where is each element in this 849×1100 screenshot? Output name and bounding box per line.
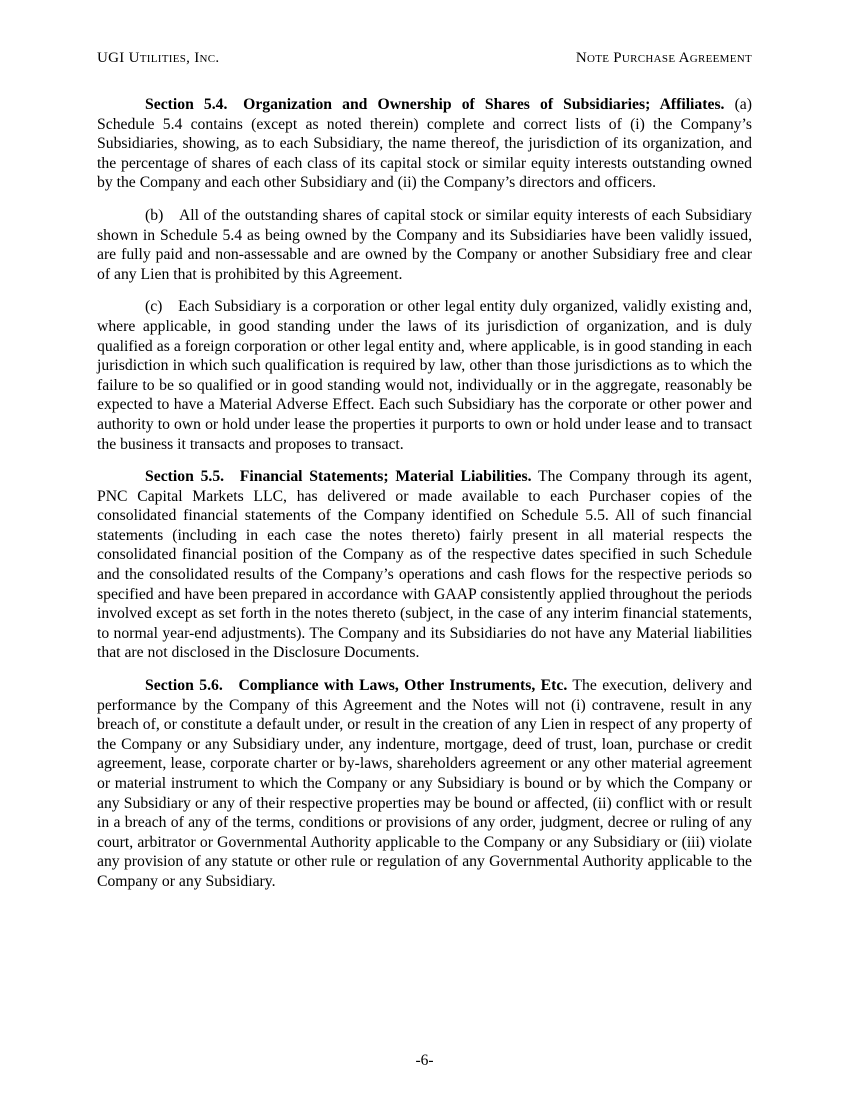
section-5-6-text: The execution, delivery and performance by the Company of this Agreement and the Notes will not (i) contravene, result in any breach of, or constitute a default under, or result in the creation of any Lien in respect of any property of the Company or any Subsidiary under, any indenture, mortgage, deed of trust, loan, purchase or credit agreement, lease, corporate charter or by-laws, shareholders agreement or any other material agreement or material instrument to which the Company or any Subsidiary is bound or by which the Company or any Subsidiary or any of their respective properties may be bound or affected, (ii) conflict with or result in a breach of any of the terms, conditions or provisions of any order, judgment, decree or ruling of any court, arbitrator or Governmental Authority applicable to the Company or any Subsidiary or (iii) violate any provision of any statute or other rule or regulation of any Governmental Authority applicable to the Company or any Subsidiary. (97, 677, 752, 890)
document-header (97, 50, 752, 67)
section-5-4b-text: (b) All of the outstanding shares of capital stock or similar equity interests of each Subsidiary shown in Schedule 5.4 as being owned by the Company and its Subsidiaries have been validly issued, are fully paid and non-assessable and are owned by the Company or another Subsidiary free and clear of any Lien that is prohibited by this Agreement. (97, 206, 752, 283)
section-5-5-heading: Section 5.5. Financial Statements; Material Liabilities. (145, 468, 532, 486)
paragraph-section-5-6 (97, 676, 752, 892)
section-5-5-text: The Company through its agent, PNC Capital Markets LLC, has delivered or made available to each Purchaser copies of the consolidated financial statements of the Company identified on Schedule 5.5. All of such financial statements (including in each case the notes thereto) fairly present in all material respects the consolidated financial position of the Company as of the respective dates specified in such Schedule and the consolidated results of the Company’s operations and cash flows for the respective periods so specified and have been prepared in accordance with GAAP consistently applied throughout the periods involved except as set forth in the notes thereto (subject, in the case of any interim financial statements, to normal year-end adjustments). The Company and its Subsidiaries do not have any Material liabilities that are not disclosed in the Disclosure Documents. (97, 468, 752, 662)
section-5-4c-text: (c) Each Subsidiary is a corporation or other legal entity duly organized, validly existing and, where applicable, in good standing under the laws of its jurisdiction of organization, and is duly qualified as a foreign corporation or other legal entity and, where applicable, is in good standing in each jurisdiction in which such qualification is required by law, other than those jurisdictions as to which the failure to be so qualified or in good standing would not, individually or in the aggregate, reasonably be expected to have a Material Adverse Effect. Each such Subsidiary has the corporate or other power and authority to own or hold under lease the properties it purports to own or hold under lease and to transact the business it transacts and proposes to transact. (97, 298, 752, 453)
page-number: -6- (415, 1052, 434, 1069)
header-company-name: UGI Utilities, Inc. (97, 50, 220, 66)
document-body (97, 95, 752, 905)
section-5-4-heading: Section 5.4. Organization and Ownership of Shares of Subsidiaries; Affiliates. (145, 96, 725, 113)
section-5-6-heading: Section 5.6. Compliance with Laws, Other Instruments, Etc. (145, 677, 568, 695)
paragraph-section-5-4c (97, 297, 752, 454)
section-5-4a-text: (a) Schedule 5.4 contains (except as noted therein) complete and correct lists of (i) the Company’s Subsidiaries, showing, as to each Subsidiary, the name thereof, the jurisdiction of its organization, and the percentage of shares of each class of its capital stock or similar equity interests outstanding owned by the Company and each other Subsidiary and (ii) the Company’s directors and officers. (97, 96, 752, 192)
paragraph-section-5-4b (97, 206, 752, 284)
header-document-title: Note Purchase Agreement (575, 50, 752, 66)
paragraph-section-5-5 (97, 467, 752, 663)
document-footer (0, 1052, 849, 1070)
paragraph-section-5-4a (97, 95, 752, 193)
